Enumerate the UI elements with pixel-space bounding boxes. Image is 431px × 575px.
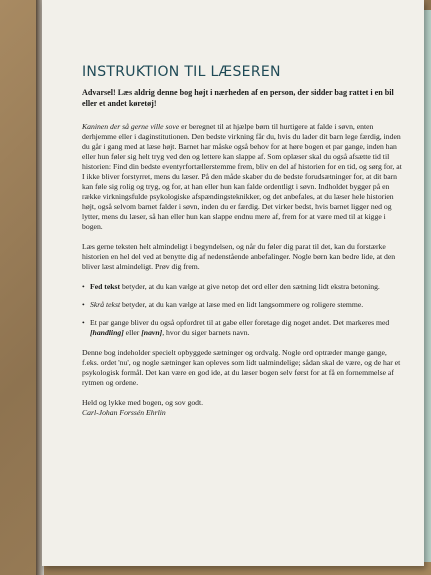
warning-text: Advarsel! Læs aldrig denne bog højt i nærheden af en person, der sidder bag rattet i en bil eller et andet køretøj! [82, 88, 394, 108]
action-post: , hvor du siger barnets navn. [162, 327, 250, 337]
paragraph-2: Læs gerne teksten helt almindeligt i begyndelsen, og når du føler dig parat til det, kan du forstærke historien en hel del ved at benytte dig af nedenstående anbefalinger. Nogle børn kan bedre lide, at den bliver læst almindeligt. Prøv dig frem. [82, 241, 396, 271]
book-title-italic: Kaninen der så gerne ville sove [82, 121, 180, 131]
page-content [82, 64, 402, 428]
bold-lead: Fed tekst [90, 281, 121, 291]
action-pre: Et par gange bliver du også opfordret til at gabe eller foretage dig noget andet. Det markeres med [90, 317, 390, 327]
paragraph-3: Denne bog indeholder specielt opbyggede sætninger og ordvalg. Nogle ord optræder mange gange, f.eks. ordet 'nu', og nogle sætninger kan opleves som lidt ualmindelige; sådan skal de være, og de har et psykologisk formål. Det kan være en god ide, at du læser bogen selv først for at få en fornemmelse af rytmen og ordene. [82, 347, 401, 387]
instruction-list [82, 282, 402, 338]
intro-text: er beregnet til at hjælpe børn til hurtigere at falde i søvn, enten derhjemme eller i daginstitutionen. Den bedste virkning får du, hvis du lader dit barn lege færdig, inden du går i gang med at læse højt. Barnet har måske også behov for at høre bogen et par gange, inden han eller hun føler sig helt tryg ved den og lettere kan slappe af. Som oplæser skal du også afsætte tid til historien: Find din bedste eventyrfortællerstemme frem, bliv en del af historien for en tid, og sørg for, at I ikke bliver forstyrret, mens du læser. På den måde skaber du de bedste forudsætninger for, at dit barn kan føle sig rolig og tryg, og for, at han eller hun kan falde ordentligt i søvn. Indholdet bygger på en række virkningsfulde psykologiske afspændingsteknikker, og det anbefales, at du læser hele historien højt, også selvom barnet falder i søvn, inden du er færdig. Det virker bedst, hvis barnet ligger ned og lytter, mens du læser, så han eller hun kan slappe endnu mere af, frem for at være med til at kigge i bogen. [82, 121, 402, 231]
name-tag: [navn] [141, 327, 163, 337]
action-mid: eller [123, 327, 142, 337]
page-title: INSTRUKTION TIL LÆSEREN [82, 64, 281, 80]
book-page [42, 0, 424, 566]
closing-line: Held og lykke med bogen, og sov godt. [82, 397, 204, 407]
bold-text: betyder, at du kan vælge at give netop det ord eller den sætning lidt ekstra betoning. [120, 281, 380, 291]
author-signature: Carl-Johan Forssén Ehrlin [82, 407, 166, 417]
list-item-italic [82, 300, 402, 310]
italic-text: betyder, at du kan vælge at læse med en lidt langsommere og roligere stemme. [120, 299, 364, 309]
action-tag: [handling] [90, 327, 124, 337]
intro-paragraph [82, 122, 402, 232]
list-item-action [82, 318, 402, 338]
list-item-bold [82, 282, 402, 292]
italic-lead: Skrå tekst [90, 299, 121, 309]
